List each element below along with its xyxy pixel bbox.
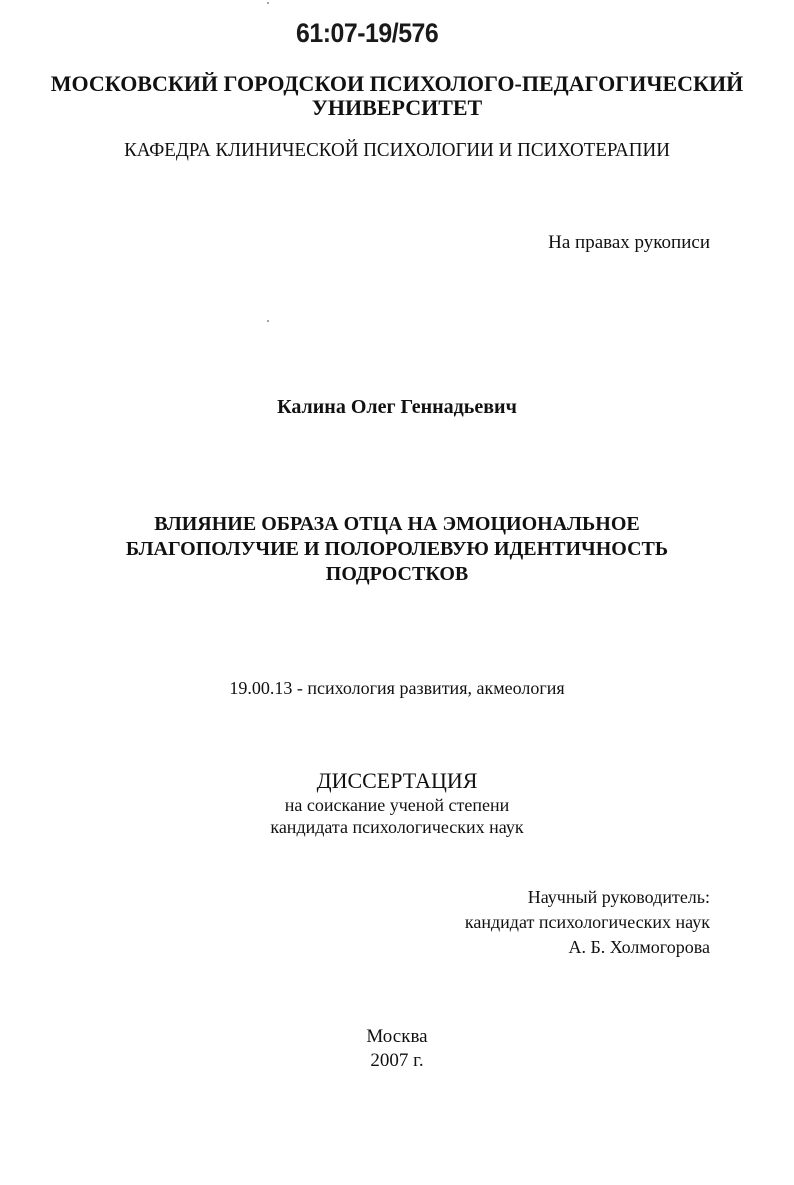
supervisor-label: Научный руководитель: bbox=[527, 887, 710, 907]
author-name: Калина Олег Геннадьевич bbox=[277, 396, 517, 418]
supervisor-degree: кандидат психологических наук bbox=[464, 912, 710, 932]
supervisor-block bbox=[465, 885, 710, 960]
dissertation-title bbox=[0, 512, 794, 587]
call-number: 61:07-19/576 bbox=[296, 18, 439, 48]
university-name bbox=[0, 72, 794, 120]
university-name-line-1: МОСКОВСКИЙ ГОРОДСКОИ ПСИХОЛОГО-ПЕДАГОГИЧЕСКИЙ bbox=[50, 71, 744, 96]
dissertation-heading: ДИССЕРТАЦИЯ bbox=[316, 768, 478, 793]
title-line-2: БЛАГОПОЛУЧИЕ И ПОЛОРОЛЕВУЮ ИДЕНТИЧНОСТЬ bbox=[125, 538, 669, 560]
title-line-3: ПОДРОСТКОВ bbox=[325, 563, 469, 585]
scan-speck bbox=[267, 320, 269, 322]
year: 2007 г. bbox=[370, 1050, 424, 1071]
degree-line-1: на соискание ученой степени bbox=[284, 795, 510, 815]
supervisor-name: А. Б. Холмогорова bbox=[568, 937, 710, 957]
place-and-year bbox=[0, 1025, 794, 1073]
specialty-code: 19.00.13 - психология развития, акмеология bbox=[229, 678, 565, 698]
scan-speck bbox=[267, 2, 269, 4]
university-name-line-2: УНИВЕРСИТЕТ bbox=[311, 95, 483, 120]
title-line-1: ВЛИЯНИЕ ОБРАЗА ОТЦА НА ЭМОЦИОНАЛЬНОЕ bbox=[154, 513, 640, 535]
city: Москва bbox=[366, 1026, 428, 1047]
rights-note: На правах рукописи bbox=[548, 232, 710, 253]
department-name: КАФЕДРА КЛИНИЧЕСКОЙ ПСИХОЛОГИИ И ПСИХОТЕРАПИИ bbox=[124, 139, 670, 161]
degree-line-2: кандидата психологических наук bbox=[270, 817, 524, 837]
dissertation-block bbox=[0, 768, 794, 838]
